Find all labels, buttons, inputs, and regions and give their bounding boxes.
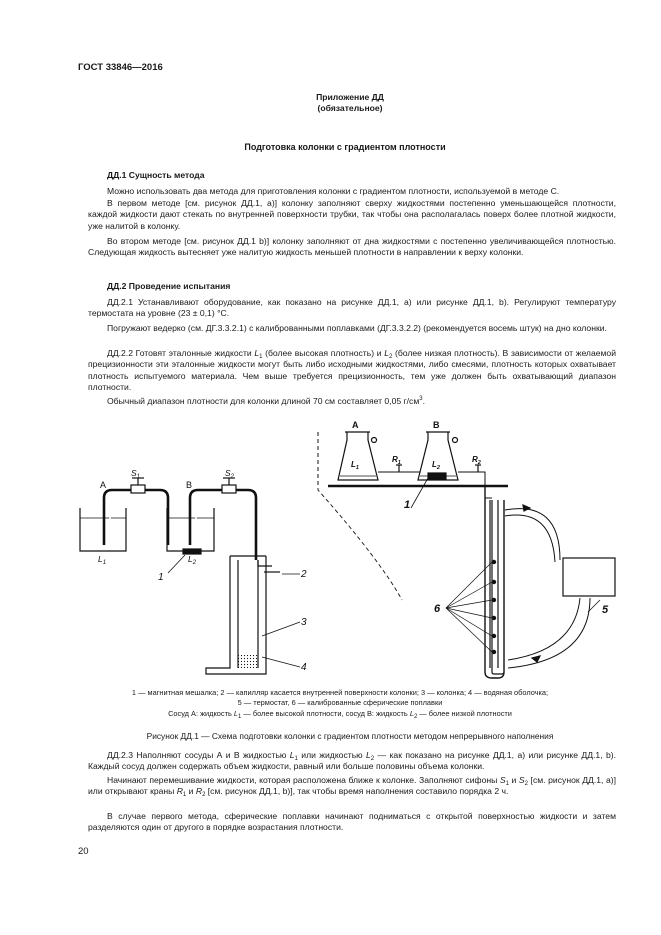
liquid-l2: $L_2$ — [188, 554, 197, 566]
label-a: A — [352, 420, 359, 430]
liquid-l1: $L_1$ — [351, 460, 359, 471]
appendix-title: Приложение ДД — [316, 92, 384, 102]
tap-r2: $R_2$ — [472, 455, 481, 466]
callout-1: 1 — [404, 499, 411, 511]
appendix-subtitle: (обязательное) — [317, 103, 383, 113]
label-a: A — [100, 480, 107, 490]
paragraph: Обычный диапазон плотности для колонки длиной 70 см составляет 0,05 $г/см^3$. — [107, 396, 425, 406]
figure-legend-line: 5 — термостат, 6 — калиброванные сферические поплавки — [237, 698, 443, 707]
callout-1: 1 — [158, 572, 164, 583]
label-b: B — [186, 480, 193, 490]
figure-caption: Рисунок ДД.1 — Схема подготовки колонки с градиентом плотности методом непрерывного наполнения — [146, 731, 554, 741]
paragraph: ДД.2.2 Готовят эталонные жидкости $L_1$ (более высокая плотность) и $L_2$ (более низкая плотность). В зависимости от желаемой прецизионности эти эталонные жидкости могут быть либо исходными жидкостями, либо смесями, плотность которых охватывает плотность испытуемого материала. Чем выше требуется прецизионность, тем уже должен быть охватывающий диапазон плотности. — [88, 348, 616, 393]
callout-4: 4 — [301, 662, 307, 673]
paragraph: Начинают перемешивание жидкости, которая расположена ближе к колонке. Заполняют сифоны $S_1$ и $S_2$ [см. рисунок ДД.1, а)] или открывают краны $R_1$ и $R_2$ [см. рисунок ДД.1, b)], так чтобы время наполнения составило порядка 2 ч. — [88, 775, 616, 799]
callout-5: 5 — [602, 604, 609, 616]
siphon-s2: $S_2$ — [225, 468, 235, 480]
liquid-l2: $L_2$ — [432, 460, 440, 471]
label-b: B — [433, 420, 440, 430]
thermostat — [563, 558, 615, 596]
paragraph: ДД.2.3 Наполняют сосуды А и В жидкостью $L_1$ или жидкостью $L_2$ — как показано на рисунке ДД.1, а) или рисунке ДД.1, b). Каждый сосуд должен содержать объем жидкости, равный или больше половины объема колонки. — [88, 750, 616, 772]
callout-3: 3 — [301, 617, 307, 628]
figure-legend-line: 1 — магнитная мешалка; 2 — капилляр касается внутренней поверхности колонки; 3 — колонка; 4 — водяная оболочка; — [131, 688, 549, 697]
section-heading: ДД.1 Сущность метода — [107, 170, 205, 180]
callout-2: 2 — [301, 569, 307, 580]
main-title: Подготовка колонки с градиентом плотности — [244, 142, 446, 152]
paragraph: Погружают ведерко (см. ДГ.3.3.2.1) с калиброванными поплавками (ДГ.3.3.2.2) (рекомендуется восемь штук) на дно колонки. — [107, 323, 607, 333]
figure-diagram — [0, 405, 661, 685]
figure-legend-line: Сосуд А: жидкость $L_1$ — более высокой плотности, сосуд В: жидкость $L_2$ — более низкой плотности — [168, 709, 512, 720]
paragraph: Во втором методе [см. рисунок ДД.1 b)] колонку заполняют от дна жидкостями с постепенно увеличивающейся плотностью. Следующая жидкость вытесняет уже налитую жидкость меньшей плотности в направлении к верху колонки. — [88, 236, 616, 258]
paragraph: ДД.2.1 Устанавливают оборудование, как показано на рисунке ДД.1, а) или рисунке ДД.1, b). Регулируют температуру термостата на уровне (23 ± 0,1) °С. — [88, 297, 616, 319]
document-header: ГОСТ 33846—2016 — [78, 62, 163, 73]
tap-r1: $R_1$ — [392, 455, 401, 466]
section-heading: ДД.2 Проведение испытания — [107, 281, 231, 291]
paragraph: В первом методе [см. рисунок ДД.1, а)] колонку заполняют сверху жидкостями постепенно уменьшающейся плотности, каждой жидкости дают стекать по внутренней поверхности трубки, так чтобы она располагалась поверх более плотной жидкости, уже налитой в колонку. — [88, 198, 616, 231]
page-number: 20 — [78, 846, 89, 857]
siphon-s1: $S_1$ — [131, 468, 141, 480]
paragraph: Можно использовать два метода для приготовления колонки с градиентом плотности, используемой в методе С. — [107, 186, 560, 196]
paragraph: В случае первого метода, сферические поплавки начинают подниматься с открытой поверхностью жидкости и затем разделяются один от другого в порядке возрастания плотности. — [88, 811, 616, 833]
callout-6: 6 — [434, 603, 441, 615]
liquid-l1: $L_1$ — [98, 554, 107, 566]
